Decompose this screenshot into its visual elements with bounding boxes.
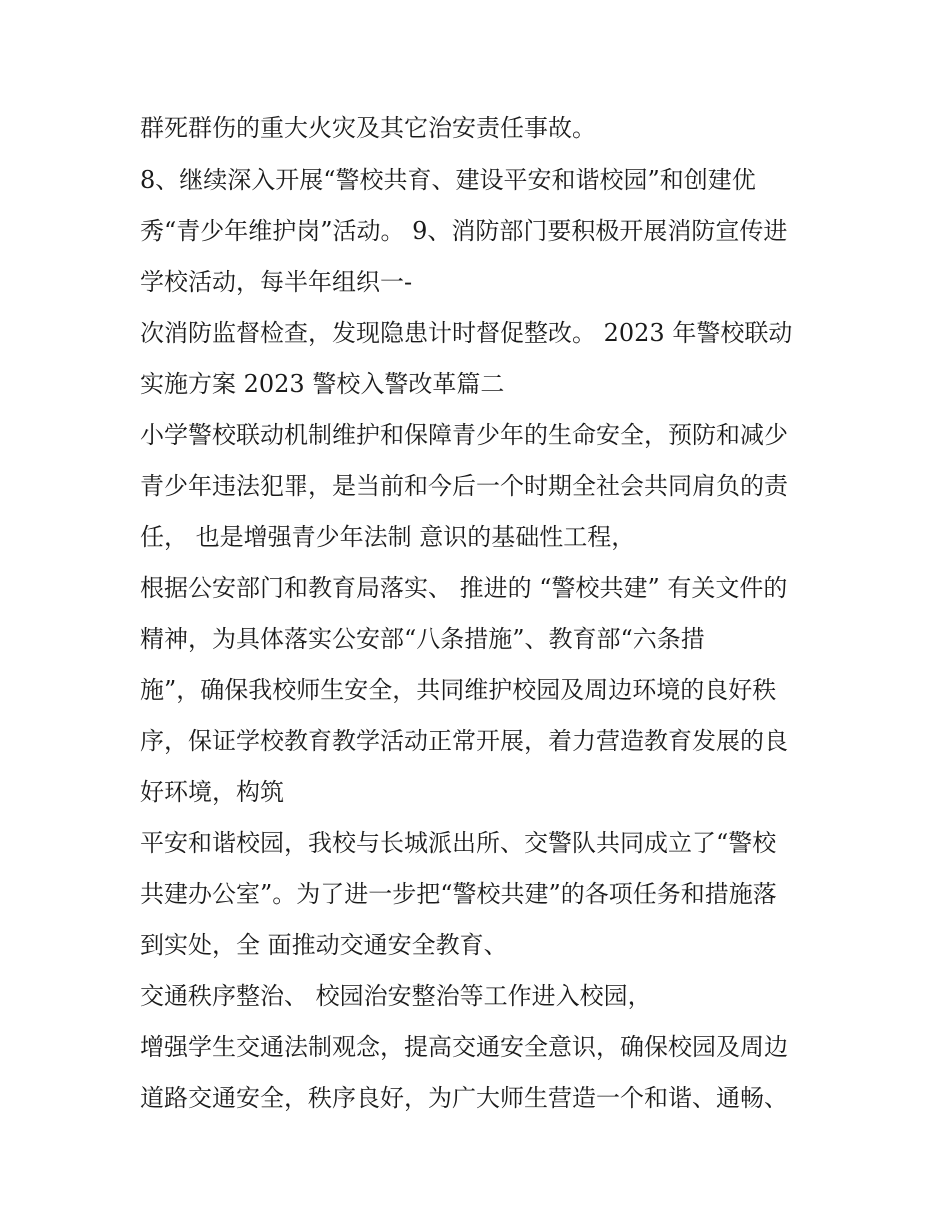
text-line: 交通秩序整治、 校园治安整治等工作进入校园，: [140, 982, 652, 1010]
text-line: 序，保证学校教育教学活动正常开展，着力营造教育发展的良: [140, 727, 788, 755]
text-line: 青少年违法犯罪，是当前和今后一个时期全社会共同肩负的责: [140, 472, 788, 500]
text-line: 8、继续深入开展“警校共育、建设平安和谐校园”和创建优: [140, 166, 756, 194]
text-line: 施”，确保我校师生安全，共同维护校园及周边环境的良好秩: [140, 676, 777, 704]
text-line: 共建办公室”。为了进一步把“警校共建”的各项任务和措施落: [140, 880, 777, 908]
text-line: 次消防监督检查，发现隐患计时督促整改。 2023 年警校联动: [140, 319, 793, 347]
text-line: 实施方案 2023 警校入警改革篇二: [140, 370, 505, 398]
text-line: 学校活动，每半年组织一-: [140, 268, 413, 296]
text-line: 根据公安部门和教育局落实、 推进的 “警校共建” 有关文件的: [140, 574, 788, 602]
text-line: 精神，为具体落实公安部“八条措施”、教育部“六条措: [140, 625, 705, 653]
text-line: 秀“青少年维护岗”活动。 9、消防部门要积极开展消防宣传进: [140, 217, 788, 245]
text-line: 到实处，全 面推动交通安全教育、: [140, 931, 508, 959]
text-line: 平安和谐校园，我校与长城派出所、交警队共同成立了“警校: [140, 829, 777, 857]
text-line: 好环境，构筑: [140, 778, 284, 806]
text-line: 道路交通安全，秩序良好，为广大师生营造一个和谐、通畅、: [140, 1084, 788, 1112]
text-line: 增强学生交通法制观念，提高交通安全意识，确保校园及周边: [140, 1033, 788, 1061]
text-line: 小学警校联动机制维护和保障青少年的生命安全，预防和减少: [140, 421, 788, 449]
text-line: 群死群伤的重大火灾及其它治安责任事故。: [140, 114, 596, 142]
text-line: 任， 也是增强青少年法制 意识的基础性工程，: [140, 523, 636, 551]
